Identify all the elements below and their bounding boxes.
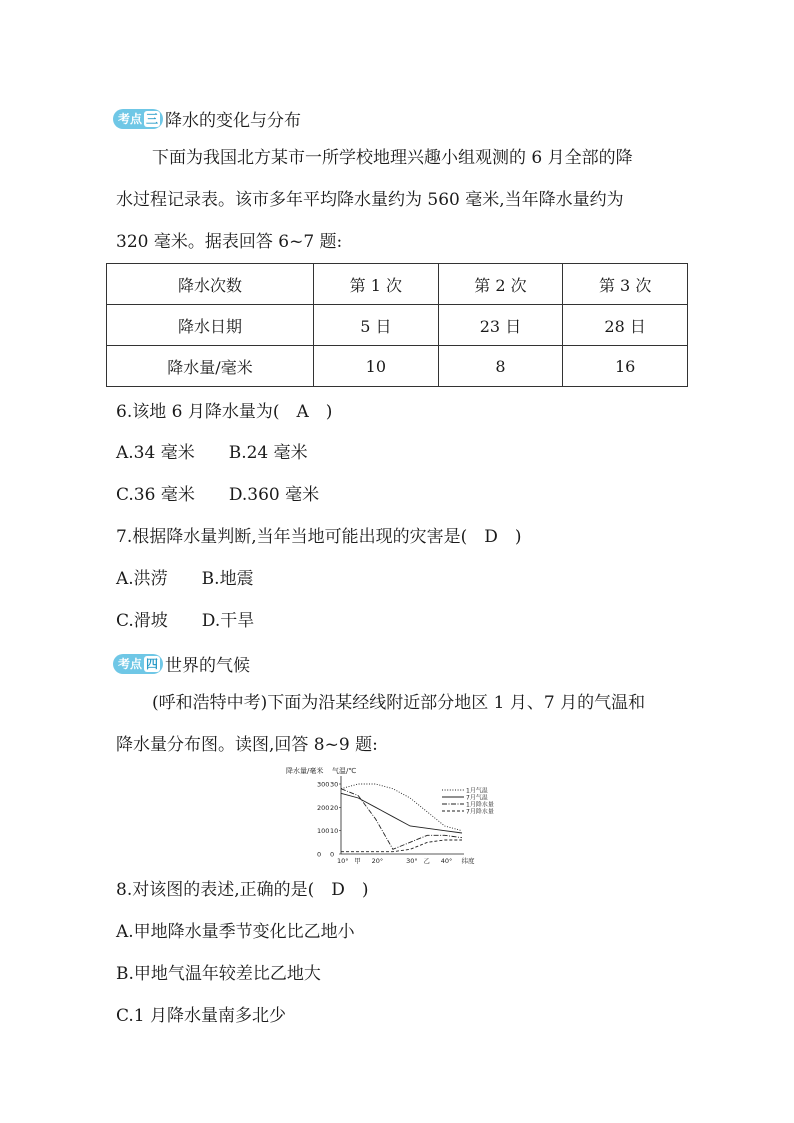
section3-badge-label: 考点 bbox=[118, 112, 143, 126]
question-6-options-cd: C.36 毫米 D.360 毫米 bbox=[116, 485, 320, 505]
section4-intro-line2: 降水量分布图。读图,回答 8~9 题: bbox=[116, 735, 378, 755]
table-cell: 第 3 次 bbox=[563, 264, 688, 305]
section3-title: 降水的变化与分布 bbox=[165, 111, 302, 131]
table-cell: 第 1 次 bbox=[314, 264, 439, 305]
section4-intro-line1: (呼和浩特中考)下面为沿某经线附近部分地区 1 月、7 月的气温和 bbox=[152, 693, 646, 713]
legend-label: 1月降水量 bbox=[466, 801, 494, 809]
table-row bbox=[107, 346, 688, 387]
table-cell: 降水日期 bbox=[107, 305, 314, 346]
question-6-stem: 6.该地 6 月降水量为( A ) bbox=[116, 402, 333, 422]
question-8-option-c: C.1 月降水量南多北少 bbox=[116, 1006, 287, 1026]
x-tick-label: 纬度 bbox=[461, 857, 475, 865]
table-cell: 28 日 bbox=[563, 305, 688, 346]
legend-label: 7月降水量 bbox=[466, 808, 494, 816]
question-6-options-ab: A.34 毫米 B.24 毫米 bbox=[116, 443, 308, 463]
section4-title: 世界的气候 bbox=[165, 656, 251, 676]
series-line-3 bbox=[341, 789, 462, 850]
chart-series-group bbox=[341, 784, 462, 852]
series-line-1 bbox=[341, 784, 462, 831]
section3-intro-line2: 水过程记录表。该市多年平均降水量约为 560 毫米,当年降水量约为 bbox=[116, 190, 624, 210]
x-tick-label: 甲 bbox=[354, 857, 361, 865]
left-tick-label: 300 bbox=[317, 780, 330, 789]
table-cell: 8 bbox=[438, 346, 563, 387]
table-cell: 降水次数 bbox=[107, 264, 314, 305]
table-cell: 16 bbox=[563, 346, 688, 387]
right-tick-label: 30 bbox=[330, 780, 339, 789]
question-8-option-a: A.甲地降水量季节变化比乙地小 bbox=[116, 922, 355, 942]
table-row bbox=[107, 264, 688, 305]
table-row bbox=[107, 305, 688, 346]
section3-intro-line1: 下面为我国北方某市一所学校地理兴趣小组观测的 6 月全部的降 bbox=[152, 148, 633, 168]
question-7-options-cd: C.滑坡 D.干旱 bbox=[116, 611, 255, 631]
x-tick-label: 乙 bbox=[423, 857, 430, 865]
series-line-2 bbox=[341, 793, 462, 833]
question-7-stem: 7.根据降水量判断,当年当地可能出现的灾害是( D ) bbox=[116, 527, 522, 547]
section3-intro-line3: 320 毫米。据表回答 6~7 题: bbox=[116, 232, 343, 252]
x-tick-label: 10° bbox=[337, 857, 349, 865]
table-cell: 5 日 bbox=[314, 305, 439, 346]
precipitation-record-table bbox=[106, 263, 688, 387]
right-tick-label: 0 bbox=[330, 850, 335, 859]
question-8-option-b: B.甲地气温年较差比乙地大 bbox=[116, 964, 321, 984]
section4-badge bbox=[113, 654, 163, 674]
left-tick-label: 200 bbox=[317, 803, 330, 812]
section3-badge-number: 三 bbox=[146, 111, 159, 126]
left-axis-label: 降水量/毫米 bbox=[286, 767, 324, 775]
left-tick-label: 100 bbox=[317, 827, 330, 836]
section4-badge-label: 考点 bbox=[118, 657, 143, 671]
right-tick-label: 20 bbox=[330, 803, 339, 812]
left-tick-label: 0 bbox=[317, 850, 322, 859]
right-tick-label: 10 bbox=[330, 827, 339, 836]
question-7-options-ab: A.洪涝 B.地震 bbox=[116, 569, 254, 589]
chart-legend bbox=[442, 786, 494, 815]
table-cell: 10 bbox=[314, 346, 439, 387]
right-axis-label: 气温/℃ bbox=[332, 767, 357, 775]
table-cell: 第 2 次 bbox=[438, 264, 563, 305]
question-8-stem: 8.对该图的表述,正确的是( D ) bbox=[116, 880, 369, 900]
x-tick-label: 20° bbox=[371, 857, 384, 865]
table-cell: 降水量/毫米 bbox=[107, 346, 314, 387]
x-tick-label: 30° bbox=[406, 857, 418, 865]
chart-axes bbox=[317, 776, 475, 865]
table-cell: 23 日 bbox=[438, 305, 563, 346]
section4-heading bbox=[113, 651, 250, 676]
legend-label: 1月气温 bbox=[466, 787, 488, 795]
section3-heading bbox=[113, 106, 301, 131]
climate-chart-svg bbox=[284, 764, 512, 868]
section3-badge bbox=[113, 109, 163, 129]
section4-badge-number: 四 bbox=[146, 656, 159, 671]
x-tick-label: 40° bbox=[440, 857, 453, 865]
climate-chart bbox=[284, 764, 512, 868]
legend-label: 7月气温 bbox=[466, 794, 488, 802]
